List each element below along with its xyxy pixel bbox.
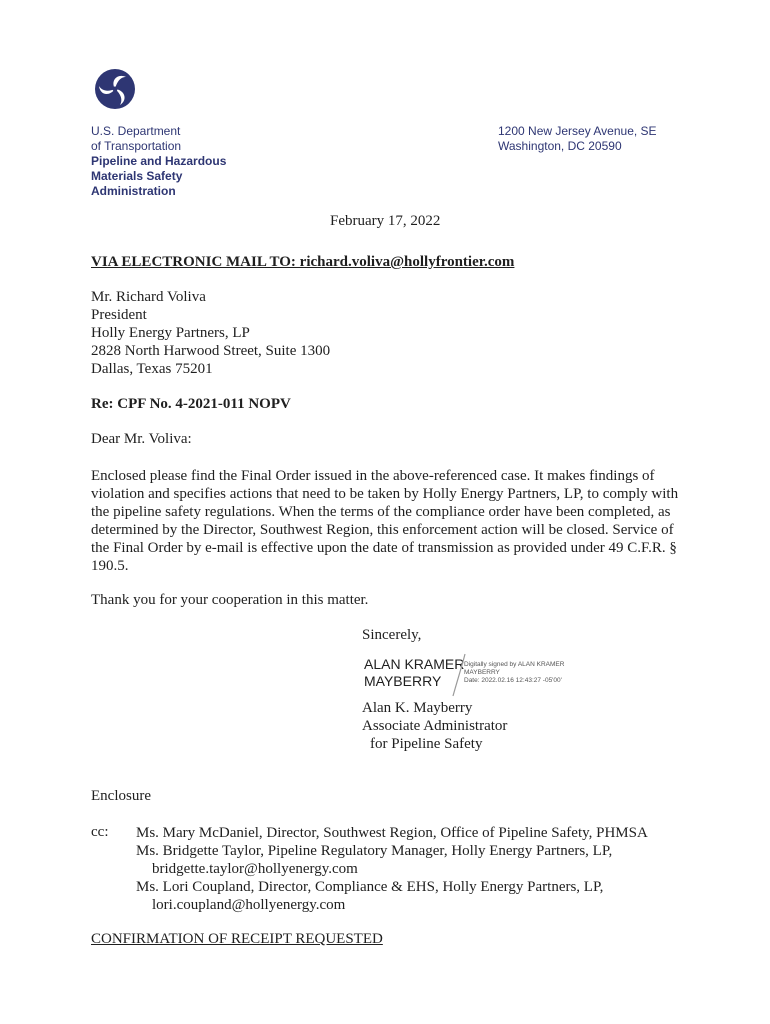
cc-label: cc: [91, 824, 109, 840]
agency-address [498, 124, 657, 154]
dept-line: U.S. Department [91, 124, 181, 138]
recipient-street: 2828 North Harwood Street, Suite 1300 [91, 343, 331, 359]
cc-entry: Ms. Bridgette Taylor, Pipeline Regulatory Manager, Holly Energy Partners, LP, [136, 843, 613, 859]
recipient-company: Holly Energy Partners, LP [91, 325, 250, 341]
signer-title: for Pipeline Safety [370, 736, 483, 752]
cc-list [136, 824, 696, 914]
signature-name-line: ALAN KRAMER [364, 656, 465, 672]
department-block [91, 124, 226, 199]
agency-line: Administration [91, 184, 176, 198]
recipient-name: Mr. Richard Voliva [91, 289, 206, 305]
closing: Sincerely, [362, 627, 422, 643]
cc-entry: Ms. Mary McDaniel, Director, Southwest Region, Office of Pipeline Safety, PHMSA [136, 825, 648, 841]
signer-name: Alan K. Mayberry [362, 700, 473, 716]
signature-info-line: Digitally signed by ALAN KRAMER [464, 661, 565, 668]
signature-info-line: MAYBERRY [464, 669, 500, 676]
agency-line: Materials Safety [91, 169, 183, 183]
confirmation-request: CONFIRMATION OF RECEIPT REQUESTED [91, 931, 383, 947]
signature-info-line: Date: 2022.02.16 12:43:27 -05'00' [464, 677, 562, 684]
dot-triskelion-logo-icon [94, 68, 136, 110]
dept-line: of Transportation [91, 139, 182, 153]
thanks-line: Thank you for your cooperation in this matter. [91, 592, 369, 608]
enclosure-note: Enclosure [91, 788, 151, 804]
address-line: Washington, DC 20590 [498, 139, 622, 153]
salutation: Dear Mr. Voliva: [91, 431, 192, 447]
recipient-address [91, 288, 330, 378]
via-email-line: VIA ELECTRONIC MAIL TO: richard.voliva@hollyfrontier.com [91, 254, 515, 270]
recipient-title: President [91, 307, 147, 323]
cc-email: lori.coupland@hollyenergy.com [152, 897, 346, 913]
cc-email: bridgette.taylor@hollyenergy.com [152, 861, 358, 877]
letter-date: February 17, 2022 [330, 213, 441, 229]
re-line: Re: CPF No. 4-2021-011 NOPV [91, 396, 291, 412]
digital-signature-info [464, 661, 584, 685]
agency-line: Pipeline and Hazardous [91, 154, 227, 168]
address-line: 1200 New Jersey Avenue, SE [498, 124, 657, 138]
signer-block [362, 699, 507, 753]
signer-title: Associate Administrator [362, 718, 508, 734]
signature-name-line: MAYBERRY [364, 673, 442, 689]
body-paragraph: Enclosed please find the Final Order issued in the above-referenced case. It makes findings of violation and specifies actions that need to be taken by Holly Energy Partners, LP, to comply with the pipeline safety regulations. When the terms of the compliance order have been completed, as determined by the Director, Southwest Region, this enforcement action will be closed. Service of the Final Order by e-mail is effective upon the date of transmission as provided under 49 C.F.R. § 190.5. [91, 468, 679, 574]
cc-entry: Ms. Lori Coupland, Director, Compliance & EHS, Holly Energy Partners, LP, [136, 879, 604, 895]
recipient-city: Dallas, Texas 75201 [91, 361, 213, 377]
